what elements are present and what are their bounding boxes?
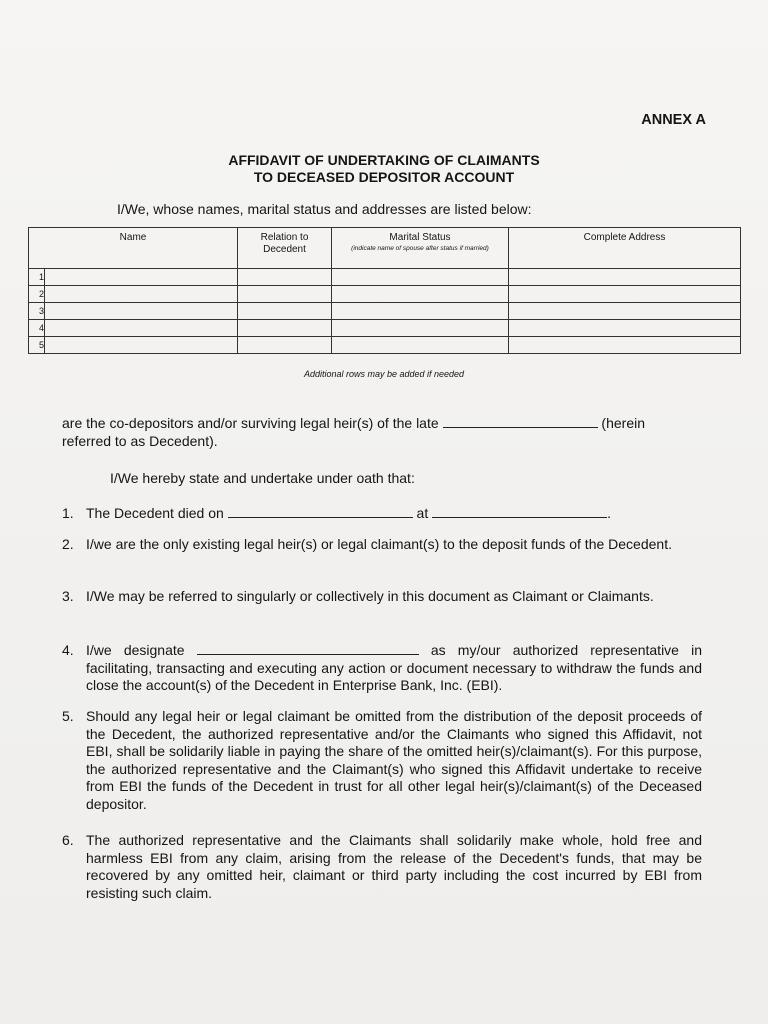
- claimants-table: [28, 227, 741, 354]
- header-marital-status: [332, 228, 509, 269]
- para1-before: are the co-depositors and/or surviving legal heir(s) of the late: [62, 415, 439, 431]
- list-item: [62, 832, 702, 902]
- relation-cell[interactable]: [238, 303, 332, 320]
- name-cell[interactable]: [45, 303, 238, 320]
- annex-label: ANNEX A: [641, 112, 706, 128]
- address-cell[interactable]: [509, 320, 741, 337]
- item1-end: .: [607, 505, 612, 521]
- name-cell[interactable]: [45, 337, 238, 354]
- table-row: [29, 320, 741, 337]
- header-address: Complete Address: [509, 228, 741, 269]
- decedent-paragraph: [62, 414, 712, 450]
- oath-statement: I/We hereby state and undertake under oath that:: [110, 470, 415, 486]
- table-row: [29, 303, 741, 320]
- list-item: [62, 536, 702, 554]
- header-marital-note: (indicate name of spouse after status if married): [351, 245, 489, 252]
- table-header-row: [29, 228, 741, 269]
- name-cell[interactable]: [45, 320, 238, 337]
- relation-cell[interactable]: [238, 320, 332, 337]
- list-item: [62, 588, 702, 606]
- table-row: [29, 269, 741, 286]
- marital-cell[interactable]: [332, 320, 509, 337]
- name-cell[interactable]: [45, 269, 238, 286]
- item-number: 5.: [62, 708, 74, 724]
- relation-cell[interactable]: [238, 286, 332, 303]
- title-line-1: AFFIDAVIT OF UNDERTAKING OF CLAIMANTS: [228, 152, 540, 168]
- item-number: 3.: [62, 588, 74, 604]
- item1-before: The Decedent died on: [86, 505, 224, 521]
- marital-cell[interactable]: [332, 337, 509, 354]
- item-text: Should any legal heir or legal claimant be omitted from the distribution of the deposit proceeds of the Decedent, the authorized representative and/or the Claimants who signed this Affidavit, not EBI, shall be solidarily liable in paying the share of the omitted heir(s)/claimant(s). For this purpose, the authorized representative and the Claimant(s) who signed this Affidavit undertake to receive from EBI the funds of the Decedent in trust for all other legal heir(s)/claimant(s) of the Deceased depositor.: [86, 708, 702, 812]
- intro-text: I/We, whose names, marital status and addresses are listed below:: [117, 201, 532, 217]
- item-text: I/we are the only existing legal heir(s) or legal claimant(s) to the deposit funds of the Decedent.: [86, 536, 672, 552]
- item4-after: as my/our authorized representative in facilitating, transacting and executing any action or document necessary to withdraw the funds and close the account(s) of the Decedent in Enterprise Bank, Inc. (EBI).: [86, 642, 703, 693]
- para1-after: (herein: [601, 415, 646, 431]
- death-place-blank[interactable]: [432, 505, 607, 518]
- address-cell[interactable]: [509, 269, 741, 286]
- item-number: 6.: [62, 832, 74, 848]
- item-number: 1.: [62, 505, 74, 521]
- marital-cell[interactable]: [332, 303, 509, 320]
- address-cell[interactable]: [509, 286, 741, 303]
- item-text: The authorized representative and the Claimants shall solidarily make whole, hold free and harmless EBI from any claim, arising from the release of the Decedent's funds, that may be recovered by any omitted heir, claimant or third party including the cost incurred by EBI from resisting such claim.: [86, 832, 702, 901]
- marital-cell[interactable]: [332, 269, 509, 286]
- marital-cell[interactable]: [332, 286, 509, 303]
- relation-cell[interactable]: [238, 269, 332, 286]
- address-cell[interactable]: [509, 303, 741, 320]
- header-name: Name: [29, 228, 238, 269]
- list-item: [62, 505, 702, 523]
- row-number: 5: [29, 337, 45, 354]
- row-number: 1: [29, 269, 45, 286]
- row-number: 4: [29, 320, 45, 337]
- item-text: I/We may be referred to singularly or collectively in this document as Claimant or Claimants.: [86, 588, 654, 604]
- row-number: 2: [29, 286, 45, 303]
- row-number: 3: [29, 303, 45, 320]
- item4-before: I/we designate: [86, 642, 185, 658]
- header-relation: Relation to Decedent: [238, 228, 332, 269]
- para1-line2: referred to as Decedent).: [62, 433, 218, 449]
- list-item: [62, 642, 702, 695]
- decedent-name-blank[interactable]: [443, 415, 598, 428]
- table-row: [29, 337, 741, 354]
- item-number: 2.: [62, 536, 74, 552]
- address-cell[interactable]: [509, 337, 741, 354]
- name-cell[interactable]: [45, 286, 238, 303]
- list-item: [62, 708, 702, 813]
- representative-name-blank[interactable]: [197, 642, 419, 655]
- header-marital-label: Marital Status: [389, 232, 451, 243]
- death-date-blank[interactable]: [228, 505, 413, 518]
- table-note: Additional rows may be added if needed: [303, 369, 465, 379]
- title-line-2: TO DECEASED DEPOSITOR ACCOUNT: [253, 169, 515, 185]
- table-row: [29, 286, 741, 303]
- item1-mid: at: [416, 505, 429, 521]
- item-number: 4.: [62, 642, 74, 658]
- relation-cell[interactable]: [238, 337, 332, 354]
